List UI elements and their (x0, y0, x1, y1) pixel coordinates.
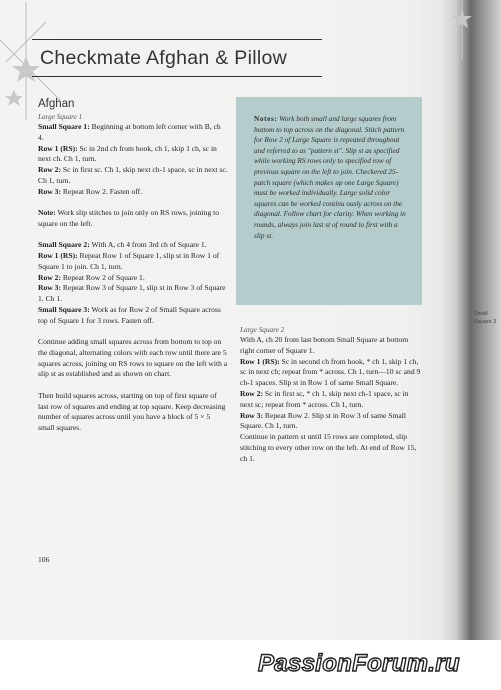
instruction-text: Sc in first sc. Ch 1, skip next ch-1 space, sc in next sc. Ch 1, turn. (38, 165, 228, 185)
instruction-label: Small Square 2: (38, 240, 90, 250)
instruction-label: Row 1 (RS): (240, 356, 280, 366)
instruction-paragraph (38, 251, 228, 273)
left-column (38, 98, 228, 434)
build-paragraph: Then build squares across, starting on top of first square of last row of squares and ending at top square. Keep decreasing number of squares across until you have a block of 5 × 5 small squares. (38, 390, 226, 433)
title-bar (32, 39, 322, 77)
note-text: Work slip stitches to join only on RS rows, joining to square on the left. (38, 208, 220, 228)
instruction-label: Row 3: (38, 186, 61, 196)
note-paragraph (38, 208, 228, 230)
continue-paragraph: Continue adding small squares across from bottom to top on the diagonal, alternating colors with each row until there are 5 squares across, joining on RS rows to square on the left with a slip st as established and as shown on chart. (38, 337, 228, 379)
instruction-text: Work as for Row 2 of Small Square across top of Square 1 for 3 rows. Fasten off. (38, 304, 221, 325)
large-square-intro: With A, ch 20 from last bottom Small Square at bottom right corner of Square 1. (240, 335, 409, 355)
instruction-paragraph (38, 283, 228, 305)
note-label: Note: (38, 208, 56, 218)
instruction-label: Row 3: (240, 410, 263, 420)
notes-box (236, 97, 422, 305)
instruction-paragraph (38, 144, 228, 166)
small-square-subheading: Large Square 1 (38, 113, 83, 121)
page-number: 106 (38, 555, 50, 564)
notes-text: Work both small and large squares from bottom to top across on the diagonal. Stitch pattern for Row 2 of Large Square is repeated throughout and referred to as "pattern st". Slip st as specified while working RS rows only to specified row of previous square on the left to join. Checkered 25-patch square (which makes up one Large Square) must be worked individually. Large solid color squares can be worked continu ously across on the diagonal. Follow chart for clarity. When working in rounds, always join last st of round to first with a slip st. (254, 114, 406, 240)
large-square-subheading: Large Square 2 (240, 326, 285, 334)
instruction-paragraph (38, 273, 228, 284)
instruction-paragraph (38, 240, 228, 251)
instruction-paragraph (240, 389, 422, 411)
page-title: Checkmate Afghan & Pillow (40, 46, 288, 69)
small-square-1-instructions (38, 122, 228, 198)
instruction-paragraph (38, 122, 228, 144)
instruction-paragraph (240, 411, 422, 433)
instruction-label: Row 2: (38, 272, 61, 282)
side-label-line-1: Small (474, 311, 488, 317)
large-square-instructions (240, 357, 422, 433)
instruction-paragraph (38, 305, 228, 327)
instruction-label: Small Square 3: (38, 304, 90, 314)
instruction-label: Row 3: (38, 283, 61, 293)
instruction-paragraph (38, 165, 228, 187)
instruction-text: Repeat Row 3 of Square 1, slip st in Row 3 of Square 1. Ch 1. (38, 283, 226, 304)
instruction-label: Row 1 (RS): (38, 250, 78, 260)
instruction-text: Sc in second ch from hook, * ch 1, skip 1 ch, sc in next ch; repeat from * across. Ch 1, turn—10 sc and 9 ch-1 spaces. Slip st in Row 1 of same Small Square. (240, 356, 421, 388)
watermark: PassionForum.ru (258, 650, 460, 677)
right-column (240, 325, 422, 465)
section-heading: Afghan (38, 98, 75, 110)
instruction-label: Row 2: (38, 165, 61, 175)
notes-label: Notes: (254, 114, 278, 123)
instruction-paragraph (240, 357, 422, 389)
small-square-2-instructions (38, 240, 228, 326)
instruction-text: Repeat Row 2. Slip st in Row 3 of same Small Square. Ch 1, turn. (240, 410, 407, 431)
side-label-line-2: Square 3 (474, 319, 497, 325)
instruction-paragraph (38, 187, 228, 198)
instruction-label: Small Square 1: (38, 122, 90, 131)
large-square-final: Continue in pattern st until 15 rows are completed, slip stitching to every other row on the left. At end of Row 15, ch 1. (240, 432, 417, 463)
instruction-label: Row 2: (240, 388, 263, 398)
instruction-text: Repeat Row 1 of Square 1, slip st in Row 1 of Square 1 to join. Ch 1, turn. (38, 250, 220, 271)
instruction-text: Beginning at bottom left corner with B, ch 4. (38, 122, 221, 142)
instruction-text: Repeat Row 2. Fasten off. (61, 186, 143, 196)
instruction-text: Repeat Row 2 of Square 1. (61, 272, 145, 282)
side-label (474, 310, 500, 326)
instruction-text: Sc in 2nd ch from hook, ch 1, skip 1 ch, sc in next ch. Ch 1, turn. (38, 143, 217, 164)
instruction-text: With A, ch 4 from 3rd ch of Square 1. (89, 240, 207, 250)
instruction-label: Row 1 (RS): (38, 143, 78, 153)
instruction-text: Sc in first sc, * ch 1, skip next ch-1 space, sc in next sc; repeat from * across. Ch 1, turn. (240, 388, 409, 409)
